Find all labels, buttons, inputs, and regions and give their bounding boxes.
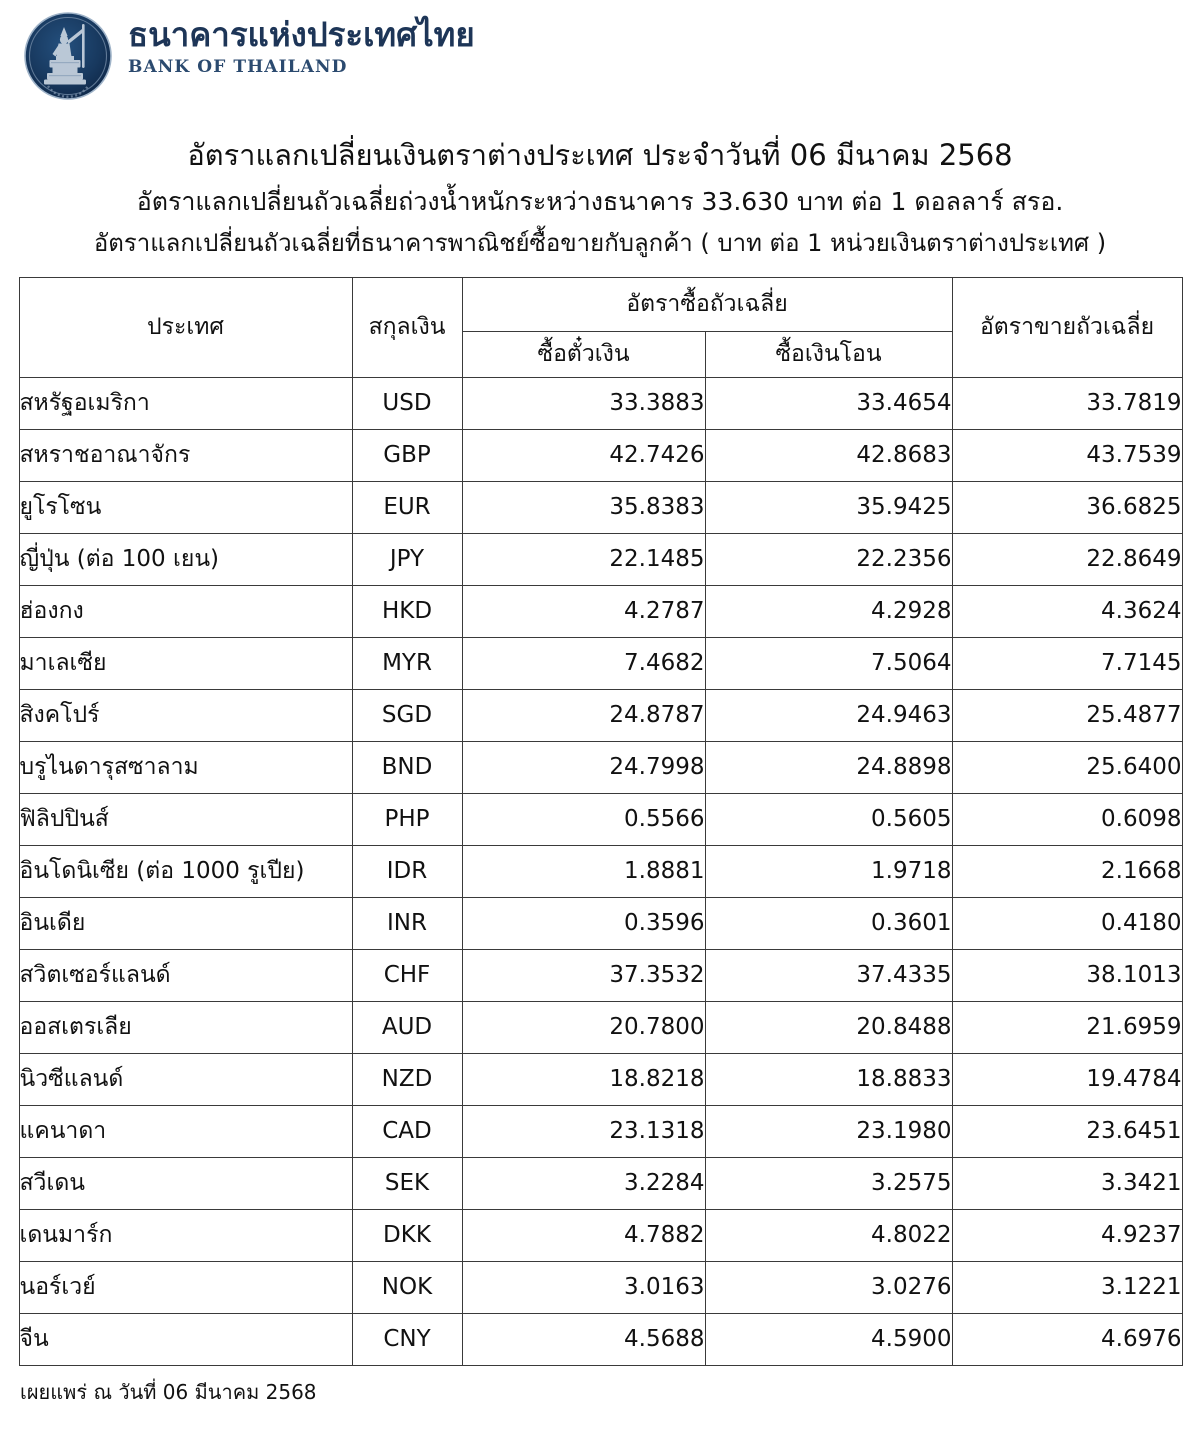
cell-currency: HKD bbox=[352, 585, 462, 637]
cell-currency: USD bbox=[352, 377, 462, 429]
cell-buy-bill: 4.7882 bbox=[462, 1209, 705, 1261]
cell-buy-bill: 4.5688 bbox=[462, 1313, 705, 1365]
cell-currency: EUR bbox=[352, 481, 462, 533]
exchange-rate-table bbox=[19, 277, 1183, 1366]
cell-buy-bill: 7.4682 bbox=[462, 637, 705, 689]
cell-buy-bill: 24.7998 bbox=[462, 741, 705, 793]
table-row bbox=[19, 897, 1182, 949]
cell-buy-bill: 3.0163 bbox=[462, 1261, 705, 1313]
brand-name-english: BANK OF THAILAND bbox=[128, 56, 348, 77]
cell-currency: NOK bbox=[352, 1261, 462, 1313]
cell-buy-transfer: 18.8833 bbox=[705, 1053, 952, 1105]
column-header-buy-bill: ซื้อตั๋วเงิน bbox=[462, 331, 705, 377]
table-row bbox=[19, 845, 1182, 897]
table-row bbox=[19, 1053, 1182, 1105]
cell-buy-transfer: 7.5064 bbox=[705, 637, 952, 689]
cell-buy-bill: 42.7426 bbox=[462, 429, 705, 481]
cell-buy-transfer: 42.8683 bbox=[705, 429, 952, 481]
cell-currency: DKK bbox=[352, 1209, 462, 1261]
table-row bbox=[19, 1001, 1182, 1053]
cell-buy-bill: 1.8881 bbox=[462, 845, 705, 897]
cell-currency: JPY bbox=[352, 533, 462, 585]
cell-buy-transfer: 4.5900 bbox=[705, 1313, 952, 1365]
cell-buy-transfer: 3.0276 bbox=[705, 1261, 952, 1313]
cell-sell: 25.4877 bbox=[952, 689, 1182, 741]
table-row bbox=[19, 533, 1182, 585]
cell-currency: AUD bbox=[352, 1001, 462, 1053]
column-header-currency: สกุลเงิน bbox=[352, 277, 462, 377]
page-subtitle-commercial-bank-rate: อัตราแลกเปลี่ยนถัวเฉลี่ยที่ธนาคารพาณิชย์ซื้อขายกับลูกค้า ( บาท ต่อ 1 หน่วยเงินตราต่างประเทศ ) bbox=[93, 229, 1107, 258]
cell-currency: SGD bbox=[352, 689, 462, 741]
cell-buy-bill: 35.8383 bbox=[462, 481, 705, 533]
cell-sell: 3.1221 bbox=[952, 1261, 1182, 1313]
table-row bbox=[19, 1313, 1182, 1365]
column-header-country: ประเทศ bbox=[19, 277, 352, 377]
cell-sell: 21.6959 bbox=[952, 1001, 1182, 1053]
page-titles bbox=[0, 112, 1200, 261]
cell-country: ออสเตรเลีย bbox=[19, 1001, 352, 1053]
cell-country: นิวซีแลนด์ bbox=[19, 1053, 352, 1105]
cell-sell: 25.6400 bbox=[952, 741, 1182, 793]
cell-sell: 4.9237 bbox=[952, 1209, 1182, 1261]
table-row bbox=[19, 637, 1182, 689]
cell-buy-bill: 0.5566 bbox=[462, 793, 705, 845]
cell-country: ยูโรโซน bbox=[19, 481, 352, 533]
page-title: อัตราแลกเปลี่ยนเงินตราต่างประเทศ ประจำวันที่ 06 มีนาคม 2568 bbox=[187, 138, 1013, 172]
cell-buy-transfer: 20.8488 bbox=[705, 1001, 952, 1053]
table-row bbox=[19, 377, 1182, 429]
brand-header bbox=[0, 0, 1200, 112]
cell-currency: SEK bbox=[352, 1157, 462, 1209]
cell-sell: 2.1668 bbox=[952, 845, 1182, 897]
table-row bbox=[19, 689, 1182, 741]
bank-of-thailand-seal-icon bbox=[22, 10, 114, 102]
cell-sell: 23.6451 bbox=[952, 1105, 1182, 1157]
table-row bbox=[19, 1261, 1182, 1313]
brand-wordmark bbox=[128, 10, 475, 77]
cell-buy-bill: 4.2787 bbox=[462, 585, 705, 637]
cell-country: เดนมาร์ก bbox=[19, 1209, 352, 1261]
cell-country: สวีเดน bbox=[19, 1157, 352, 1209]
cell-buy-transfer: 22.2356 bbox=[705, 533, 952, 585]
brand-name-thai: ธนาคารแห่งประเทศไทย bbox=[128, 15, 475, 54]
cell-currency: PHP bbox=[352, 793, 462, 845]
cell-sell: 33.7819 bbox=[952, 377, 1182, 429]
cell-country: สิงคโปร์ bbox=[19, 689, 352, 741]
table-row bbox=[19, 793, 1182, 845]
cell-buy-bill: 3.2284 bbox=[462, 1157, 705, 1209]
cell-currency: INR bbox=[352, 897, 462, 949]
cell-country: นอร์เวย์ bbox=[19, 1261, 352, 1313]
cell-buy-transfer: 33.4654 bbox=[705, 377, 952, 429]
table-row bbox=[19, 741, 1182, 793]
cell-sell: 38.1013 bbox=[952, 949, 1182, 1001]
cell-country: อินโดนิเซีย (ต่อ 1000 รูเปีย) bbox=[19, 845, 352, 897]
cell-buy-bill: 37.3532 bbox=[462, 949, 705, 1001]
table-row bbox=[19, 481, 1182, 533]
cell-sell: 7.7145 bbox=[952, 637, 1182, 689]
cell-buy-transfer: 24.9463 bbox=[705, 689, 952, 741]
cell-country: สวิตเซอร์แลนด์ bbox=[19, 949, 352, 1001]
cell-buy-transfer: 23.1980 bbox=[705, 1105, 952, 1157]
table-row bbox=[19, 949, 1182, 1001]
cell-buy-transfer: 37.4335 bbox=[705, 949, 952, 1001]
cell-sell: 43.7539 bbox=[952, 429, 1182, 481]
cell-country: ฟิลิปปินส์ bbox=[19, 793, 352, 845]
cell-currency: MYR bbox=[352, 637, 462, 689]
column-header-buying-rate-group: อัตราซื้อถัวเฉลี่ย bbox=[462, 277, 952, 331]
cell-currency: CHF bbox=[352, 949, 462, 1001]
cell-country: อินเดีย bbox=[19, 897, 352, 949]
cell-buy-bill: 0.3596 bbox=[462, 897, 705, 949]
page-subtitle-interbank-rate: อัตราแลกเปลี่ยนถัวเฉลี่ยถ่วงน้ำหนักระหว่างธนาคาร 33.630 บาท ต่อ 1 ดอลลาร์ สรอ. bbox=[136, 187, 1064, 217]
cell-sell: 4.3624 bbox=[952, 585, 1182, 637]
cell-buy-transfer: 1.9718 bbox=[705, 845, 952, 897]
table-header bbox=[19, 277, 1182, 377]
cell-buy-transfer: 35.9425 bbox=[705, 481, 952, 533]
cell-buy-bill: 24.8787 bbox=[462, 689, 705, 741]
cell-buy-bill: 20.7800 bbox=[462, 1001, 705, 1053]
exchange-rate-table-wrapper bbox=[19, 277, 1182, 1366]
column-header-selling-rate: อัตราขายถัวเฉลี่ย bbox=[952, 277, 1182, 377]
column-header-buy-transfer: ซื้อเงินโอน bbox=[705, 331, 952, 377]
cell-sell: 4.6976 bbox=[952, 1313, 1182, 1365]
cell-currency: NZD bbox=[352, 1053, 462, 1105]
publication-note: เผยแพร่ ณ วันที่ 06 มีนาคม 2568 bbox=[20, 1379, 317, 1404]
cell-buy-transfer: 4.2928 bbox=[705, 585, 952, 637]
cell-country: ฮ่องกง bbox=[19, 585, 352, 637]
cell-sell: 0.4180 bbox=[952, 897, 1182, 949]
cell-sell: 19.4784 bbox=[952, 1053, 1182, 1105]
table-row bbox=[19, 429, 1182, 481]
cell-buy-transfer: 0.5605 bbox=[705, 793, 952, 845]
table-row bbox=[19, 585, 1182, 637]
cell-buy-bill: 22.1485 bbox=[462, 533, 705, 585]
cell-country: บรูไนดารุสซาลาม bbox=[19, 741, 352, 793]
cell-sell: 36.6825 bbox=[952, 481, 1182, 533]
cell-country: สหรัฐอเมริกา bbox=[19, 377, 352, 429]
cell-country: จีน bbox=[19, 1313, 352, 1365]
table-row bbox=[19, 1105, 1182, 1157]
cell-buy-transfer: 24.8898 bbox=[705, 741, 952, 793]
cell-currency: CAD bbox=[352, 1105, 462, 1157]
cell-buy-transfer: 3.2575 bbox=[705, 1157, 952, 1209]
cell-buy-bill: 33.3883 bbox=[462, 377, 705, 429]
cell-country: แคนาดา bbox=[19, 1105, 352, 1157]
cell-currency: IDR bbox=[352, 845, 462, 897]
table-row bbox=[19, 1209, 1182, 1261]
cell-currency: CNY bbox=[352, 1313, 462, 1365]
cell-country: สหราชอาณาจักร bbox=[19, 429, 352, 481]
cell-buy-transfer: 0.3601 bbox=[705, 897, 952, 949]
table-row bbox=[19, 1157, 1182, 1209]
table-body bbox=[19, 377, 1182, 1365]
cell-buy-bill: 18.8218 bbox=[462, 1053, 705, 1105]
cell-sell: 0.6098 bbox=[952, 793, 1182, 845]
cell-buy-transfer: 4.8022 bbox=[705, 1209, 952, 1261]
cell-sell: 22.8649 bbox=[952, 533, 1182, 585]
cell-country: ญี่ปุ่น (ต่อ 100 เยน) bbox=[19, 533, 352, 585]
cell-sell: 3.3421 bbox=[952, 1157, 1182, 1209]
cell-buy-bill: 23.1318 bbox=[462, 1105, 705, 1157]
cell-currency: BND bbox=[352, 741, 462, 793]
cell-currency: GBP bbox=[352, 429, 462, 481]
cell-country: มาเลเซีย bbox=[19, 637, 352, 689]
